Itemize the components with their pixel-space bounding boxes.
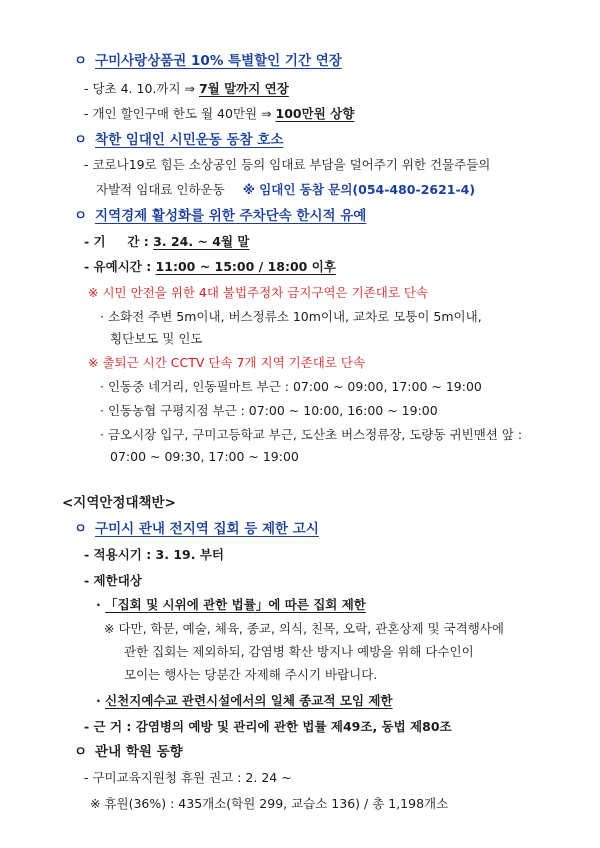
assembly-law-dot: · (96, 597, 106, 612)
parking-period (84, 233, 249, 251)
assembly-law-note-2: 관한 집회는 제외하되, 감염병 확산 방지나 예방을 위해 다수인이 (124, 644, 474, 659)
academy-title: 관내 학원 동향 (95, 744, 183, 760)
academy-heading (74, 743, 183, 761)
regional-section-heading: <지역안정대책반> (62, 495, 176, 511)
academy-line-2: ※ 휴원(36%) : 435개소(학원 299, 교습소 136) / 총 1,198개소 (90, 796, 449, 811)
assembly-law-item (96, 596, 366, 614)
assembly-law-note-3: 모이는 행사는 당분간 자제해 주시기 바랍니다. (124, 667, 378, 682)
parking-note-2-item-3: · 금오시장 입구, 구미고등학교 부근, 도산초 버스정류장, 도량동 귀빈맨션 앞 : (100, 427, 523, 442)
assembly-shincheonji-item (96, 692, 393, 710)
assembly-shincheonji-dot: · (96, 693, 106, 708)
assembly-law-text: 「집회 및 시위에 관한 법률」에 따른 집회 제한 (105, 597, 366, 612)
coupon-line-1-prefix: - 당초 4. 10.까지 ⇒ (84, 81, 199, 96)
parking-note-2: ※ 출퇴근 시간 CCTV 단속 7개 지역 기존대로 단속 (88, 355, 366, 370)
assembly-legal-basis: - 근 거 : 감염병의 예방 및 관리에 관한 법률 제49조, 동법 제80조 (84, 719, 452, 734)
bullet-circle-icon: ㅇ (74, 208, 88, 224)
coupon-line-2-prefix: - 개인 할인구매 한도 월 40만원 ⇒ (84, 106, 276, 121)
coupon-line-1-emph: 7월 말까지 연장 (198, 81, 289, 96)
parking-time-value: 11:00 ~ 15:00 / 18:00 이후 (155, 259, 336, 274)
assembly-heading (74, 520, 319, 538)
landlord-contact-note: ※ 임대인 동참 문의(054-480-2621-4) (242, 182, 476, 197)
assembly-title: 구미시 관내 전지역 집회 등 제한 고시 (95, 521, 319, 537)
coupon-line-2-emph: 100만원 상향 (275, 106, 355, 121)
bullet-circle-icon: ㅇ (74, 132, 88, 148)
parking-note-1-item-1: · 소화전 주변 5m이내, 버스정류소 10m이내, 교차로 모퉁이 5m이내, (100, 309, 482, 324)
coupon-heading (74, 52, 342, 70)
bullet-circle-icon: ㅇ (74, 53, 88, 69)
parking-note-1-item-1-cont: 횡단보도 및 인도 (110, 331, 203, 346)
academy-line-1: - 구미교육지원청 휴원 권고 : 2. 24 ~ (84, 770, 292, 785)
coupon-line-2 (84, 105, 354, 123)
parking-period-label: - 기 간 : (84, 234, 154, 249)
assembly-shincheonji-text: 신천지예수교 관련시설에서의 일체 종교적 모임 제한 (105, 693, 393, 708)
assembly-apply-date: - 적용시기 : 3. 19. 부터 (84, 547, 224, 562)
parking-note-2-item-1: · 인동중 네거리, 인동필마트 부근 : 07:00 ~ 09:00, 17:00 ~ 19:00 (100, 379, 482, 394)
parking-title: 지역경제 활성화를 위한 주차단속 한시적 유예 (95, 208, 367, 224)
parking-note-2-item-2: · 인동농협 구평지점 부근 : 07:00 ~ 10:00, 16:00 ~ 19:00 (100, 403, 438, 418)
parking-time (84, 258, 336, 276)
parking-heading (74, 207, 366, 225)
coupon-line-1 (84, 80, 289, 98)
assembly-target: - 제한대상 (84, 573, 142, 588)
landlord-title: 착한 임대인 시민운동 동참 호소 (95, 132, 284, 148)
landlord-heading (74, 131, 283, 149)
parking-period-value: 3. 24. ~ 4월 말 (153, 234, 250, 249)
landlord-line-2 (96, 181, 475, 199)
coupon-title: 구미사랑상품권 10% 특별할인 기간 연장 (95, 53, 342, 69)
assembly-law-note-1: ※ 다만, 학문, 예술, 체육, 종교, 의식, 친목, 오락, 관혼상제 및 국격행사에 (104, 621, 504, 636)
bullet-circle-icon: ㅇ (74, 521, 88, 537)
landlord-line-2-prefix: 자발적 임대료 인하운동 (96, 182, 225, 197)
parking-note-1: ※ 시민 안전을 위한 4대 불법주정차 금지구역은 기존대로 단속 (88, 285, 429, 300)
parking-note-2-item-3-cont: 07:00 ~ 09:30, 17:00 ~ 19:00 (110, 449, 299, 464)
parking-time-label: - 유예시간 : (84, 259, 156, 274)
bullet-circle-icon: ㅇ (74, 744, 88, 760)
landlord-line-1: - 코로나19로 힘든 소상공인 등의 임대료 부담을 덜어주기 위한 건물주들의 (84, 157, 491, 172)
